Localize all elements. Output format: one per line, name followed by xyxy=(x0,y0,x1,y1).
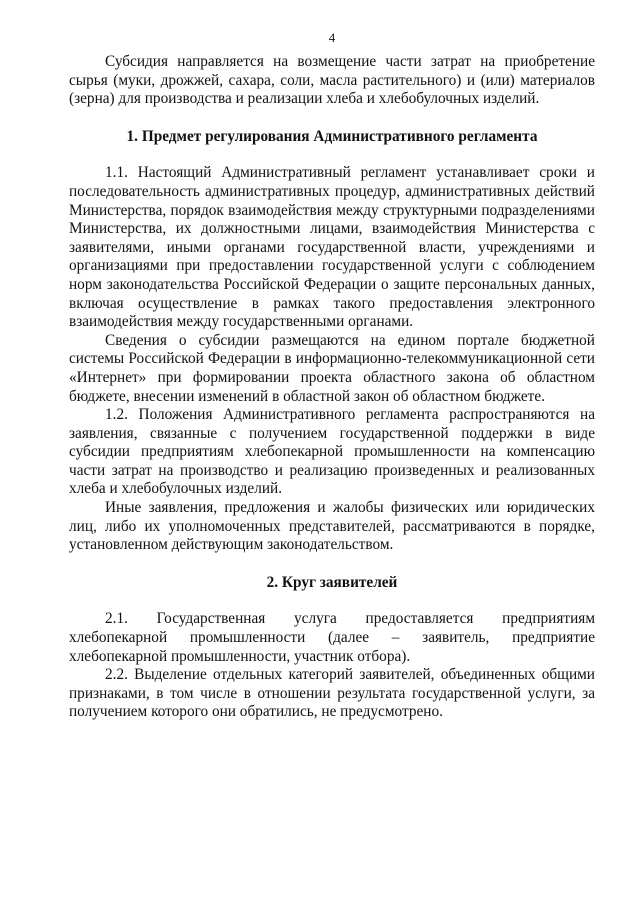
section-1-heading: 1. Предмет регулирования Административного регламента xyxy=(126,127,538,145)
document-body xyxy=(69,53,595,722)
paragraph-1-1: 1.1. Настоящий Административный регламент устанавливает сроки и последовательность административных процедур, административных действий Министерства, порядок взаимодействия между структурными подразделениями Министерства, их должностными лицами, взаимодействия Министерства с заявителями, иными органами государственной власти, учреждениями и организациями при предоставлении государственной услуги с соблюдением норм законодательства Российской Федерации о защите персональных данных, включая осуществление в рамках такого предоставления электронного взаимодействия между государственными органами. xyxy=(69,164,595,331)
page-number: 4 xyxy=(328,30,336,45)
paragraph-2-1: 2.1. Государственная услуга предоставляется предприятиям хлебопекарной промышленности (далее – заявитель, предприятие хлебопекарной промышленности, участник отбора). xyxy=(69,610,595,665)
intro-paragraph: Субсидия направляется на возмещение части затрат на приобретение сырья (муки, дрожжей, сахара, соли, масла растительного) и (или) материалов (зерна) для производства и реализации хлеба и хлебобулочных изделий. xyxy=(69,53,595,108)
paragraph-2-2: 2.2. Выделение отдельных категорий заявителей, объединенных общими признаками, в том числе в отношении результата государственной услуги, за получением которого они обратились, не предусмотрено. xyxy=(69,666,595,721)
paragraph-other-applications: Иные заявления, предложения и жалобы физических или юридических лиц, либо их уполномоченных представителей, рассматриваются в порядке, установленном действующим законодательством. xyxy=(69,499,595,554)
paragraph-1-2: 1.2. Положения Административного регламента распространяются на заявления, связанные с получением государственной поддержки в виде субсидии предприятиям хлебопекарной промышленности на компенсацию части затрат на производство и реализацию произведенных и реализованных хлеба и хлебобулочных изделий. xyxy=(69,406,595,498)
paragraph-subsidy-info: Сведения о субсидии размещаются на едином портале бюджетной системы Российской Федерации в информационно-телекоммуникационной сети «Интернет» при формировании проекта областного закона об областном бюджете, внесении изменений в областной закон об областном бюджете. xyxy=(69,331,595,405)
section-2-heading: 2. Круг заявителей xyxy=(266,573,398,591)
